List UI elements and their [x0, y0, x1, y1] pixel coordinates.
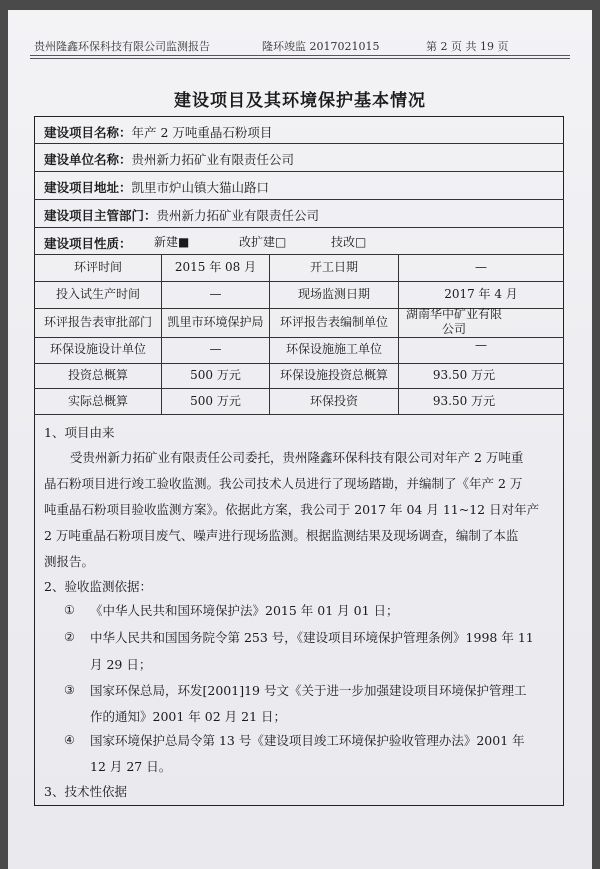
table-cell: — — [475, 338, 487, 352]
table-cell: 93.50 万元 — [432, 368, 496, 382]
table-cell: — — [209, 287, 222, 301]
section-1-line: 测报告。 — [44, 554, 95, 569]
row-divider — [34, 254, 564, 255]
row-divider — [34, 363, 564, 364]
table-cell: 环评时间 — [73, 260, 122, 274]
table-cell: 投入试生产时间 — [55, 287, 140, 301]
section-2-heading: 2、验收监测依据： — [44, 579, 152, 594]
row-divider — [34, 281, 564, 282]
table-cell: 环评报告表审批部门 — [43, 315, 152, 329]
table-cell: 500 万元 — [190, 368, 241, 382]
row-divider — [34, 388, 564, 389]
row-divider — [34, 143, 564, 144]
nature-option-new: 新建■ — [154, 235, 190, 249]
list-number: ② — [64, 630, 75, 644]
col-divider — [269, 254, 270, 414]
section-3-heading: 3、技术性依据 — [44, 784, 127, 799]
section-1-line: 吨重晶石粉项目验收监测方案》。依据此方案，我公司于 2017 年 04 月 11~12 日对年产 — [44, 502, 540, 517]
section-1-heading: 1、项目由来 — [44, 425, 115, 440]
table-cell: 环保设施设计单位 — [49, 342, 146, 356]
list-number: ③ — [64, 683, 75, 697]
header-page-number: 第 2 页 共 19 页 — [426, 40, 509, 53]
table-cell: 环评报告表编制单位 — [279, 315, 388, 329]
header-rule-thin — [30, 58, 570, 59]
row-divider — [34, 171, 564, 172]
section-1-line: 晶石粉项目进行竣工验收监测。我公司技术人员进行了现场踏勘，并编制了《年产 2 万 — [44, 476, 523, 491]
table-cell: — — [209, 342, 222, 356]
table-cell: — — [475, 260, 487, 274]
nature-option-renovation: 技改□ — [331, 235, 367, 249]
table-cell: 500 万元 — [190, 394, 241, 408]
header-company: 贵州隆鑫环保科技有限公司监测报告 — [34, 40, 210, 53]
basis-item-line: 月 29 日； — [90, 657, 152, 672]
row-divider — [34, 227, 564, 228]
table-cell: 环保设施投资总概算 — [279, 368, 388, 382]
page-title: 建设项目及其环境保护基本情况 — [174, 91, 426, 111]
table-cell: 2015 年 08 月 — [174, 260, 257, 274]
basis-item-line: 国家环保总局，环发[2001]19 号文《关于进一步加强建设项目环境保护管理工 — [90, 683, 527, 698]
list-number: ④ — [64, 733, 75, 747]
table-cell: 2017 年 4 月 — [444, 287, 518, 301]
table-cell: 投资总概算 — [67, 368, 128, 382]
project-address: 凯里市炉山镇大猫山路口 — [131, 180, 270, 195]
table-cell: 实际总概算 — [67, 394, 128, 408]
project-address-row: 建设项目地址：凯里市炉山镇大猫山路口 — [44, 180, 270, 195]
basis-item-line: 《中华人民共和国环境保护法》2015 年 01 月 01 日； — [90, 603, 399, 618]
row-divider — [34, 414, 564, 415]
project-name: 年产 2 万吨重晶石粉项目 — [131, 125, 273, 140]
table-cell: 凯里市环境保护局 — [167, 315, 264, 329]
basis-item-line: 国家环境保护总局令第 13 号《建设项目竣工环境保护验收管理办法》2001 年 — [90, 733, 525, 748]
basis-item-line: 12 月 27 日。 — [90, 759, 172, 774]
table-cell: 湖南华中矿业有限公司 — [405, 307, 502, 336]
row-divider — [34, 199, 564, 200]
project-name-row: 建设项目名称：年产 2 万吨重晶石粉项目 — [44, 125, 273, 140]
col-divider — [161, 254, 162, 414]
nature-option-expansion: 改扩建□ — [239, 235, 287, 249]
table-cell: 现场监测日期 — [297, 287, 370, 301]
header-report-no: 隆环竣监 2017021015 — [262, 40, 380, 53]
col-divider — [398, 254, 399, 414]
list-number: ① — [64, 603, 75, 617]
table-cell: 环保投资 — [309, 394, 358, 408]
basis-item-line: 中华人民共和国国务院令第 253 号，《建设项目环境保护管理条例》1998 年 11 — [90, 630, 534, 645]
project-nature-label: 建设项目性质： — [44, 236, 132, 251]
header-rule — [30, 55, 570, 56]
table-cell: 环保设施施工单位 — [285, 342, 382, 356]
table-cell: 开工日期 — [309, 260, 358, 274]
section-1-line: 2 万吨重晶石粉项目废气、噪声进行现场监测。根据监测结果及现场调查，编制了本监 — [44, 528, 519, 543]
basis-item-line: 作的通知》2001 年 02 月 21 日； — [90, 709, 286, 724]
supervising-dept-row: 建设项目主管部门：贵州新力拓矿业有限责任公司 — [44, 208, 320, 223]
build-unit-row: 建设单位名称：贵州新力拓矿业有限责任公司 — [44, 152, 295, 167]
table-cell: 93.50 万元 — [432, 394, 496, 408]
section-1-line: 受贵州新力拓矿业有限责任公司委托，贵州隆鑫环保科技有限公司对年产 2 万吨重 — [70, 450, 524, 465]
build-unit: 贵州新力拓矿业有限责任公司 — [131, 152, 295, 167]
supervising-dept: 贵州新力拓矿业有限责任公司 — [156, 208, 320, 223]
